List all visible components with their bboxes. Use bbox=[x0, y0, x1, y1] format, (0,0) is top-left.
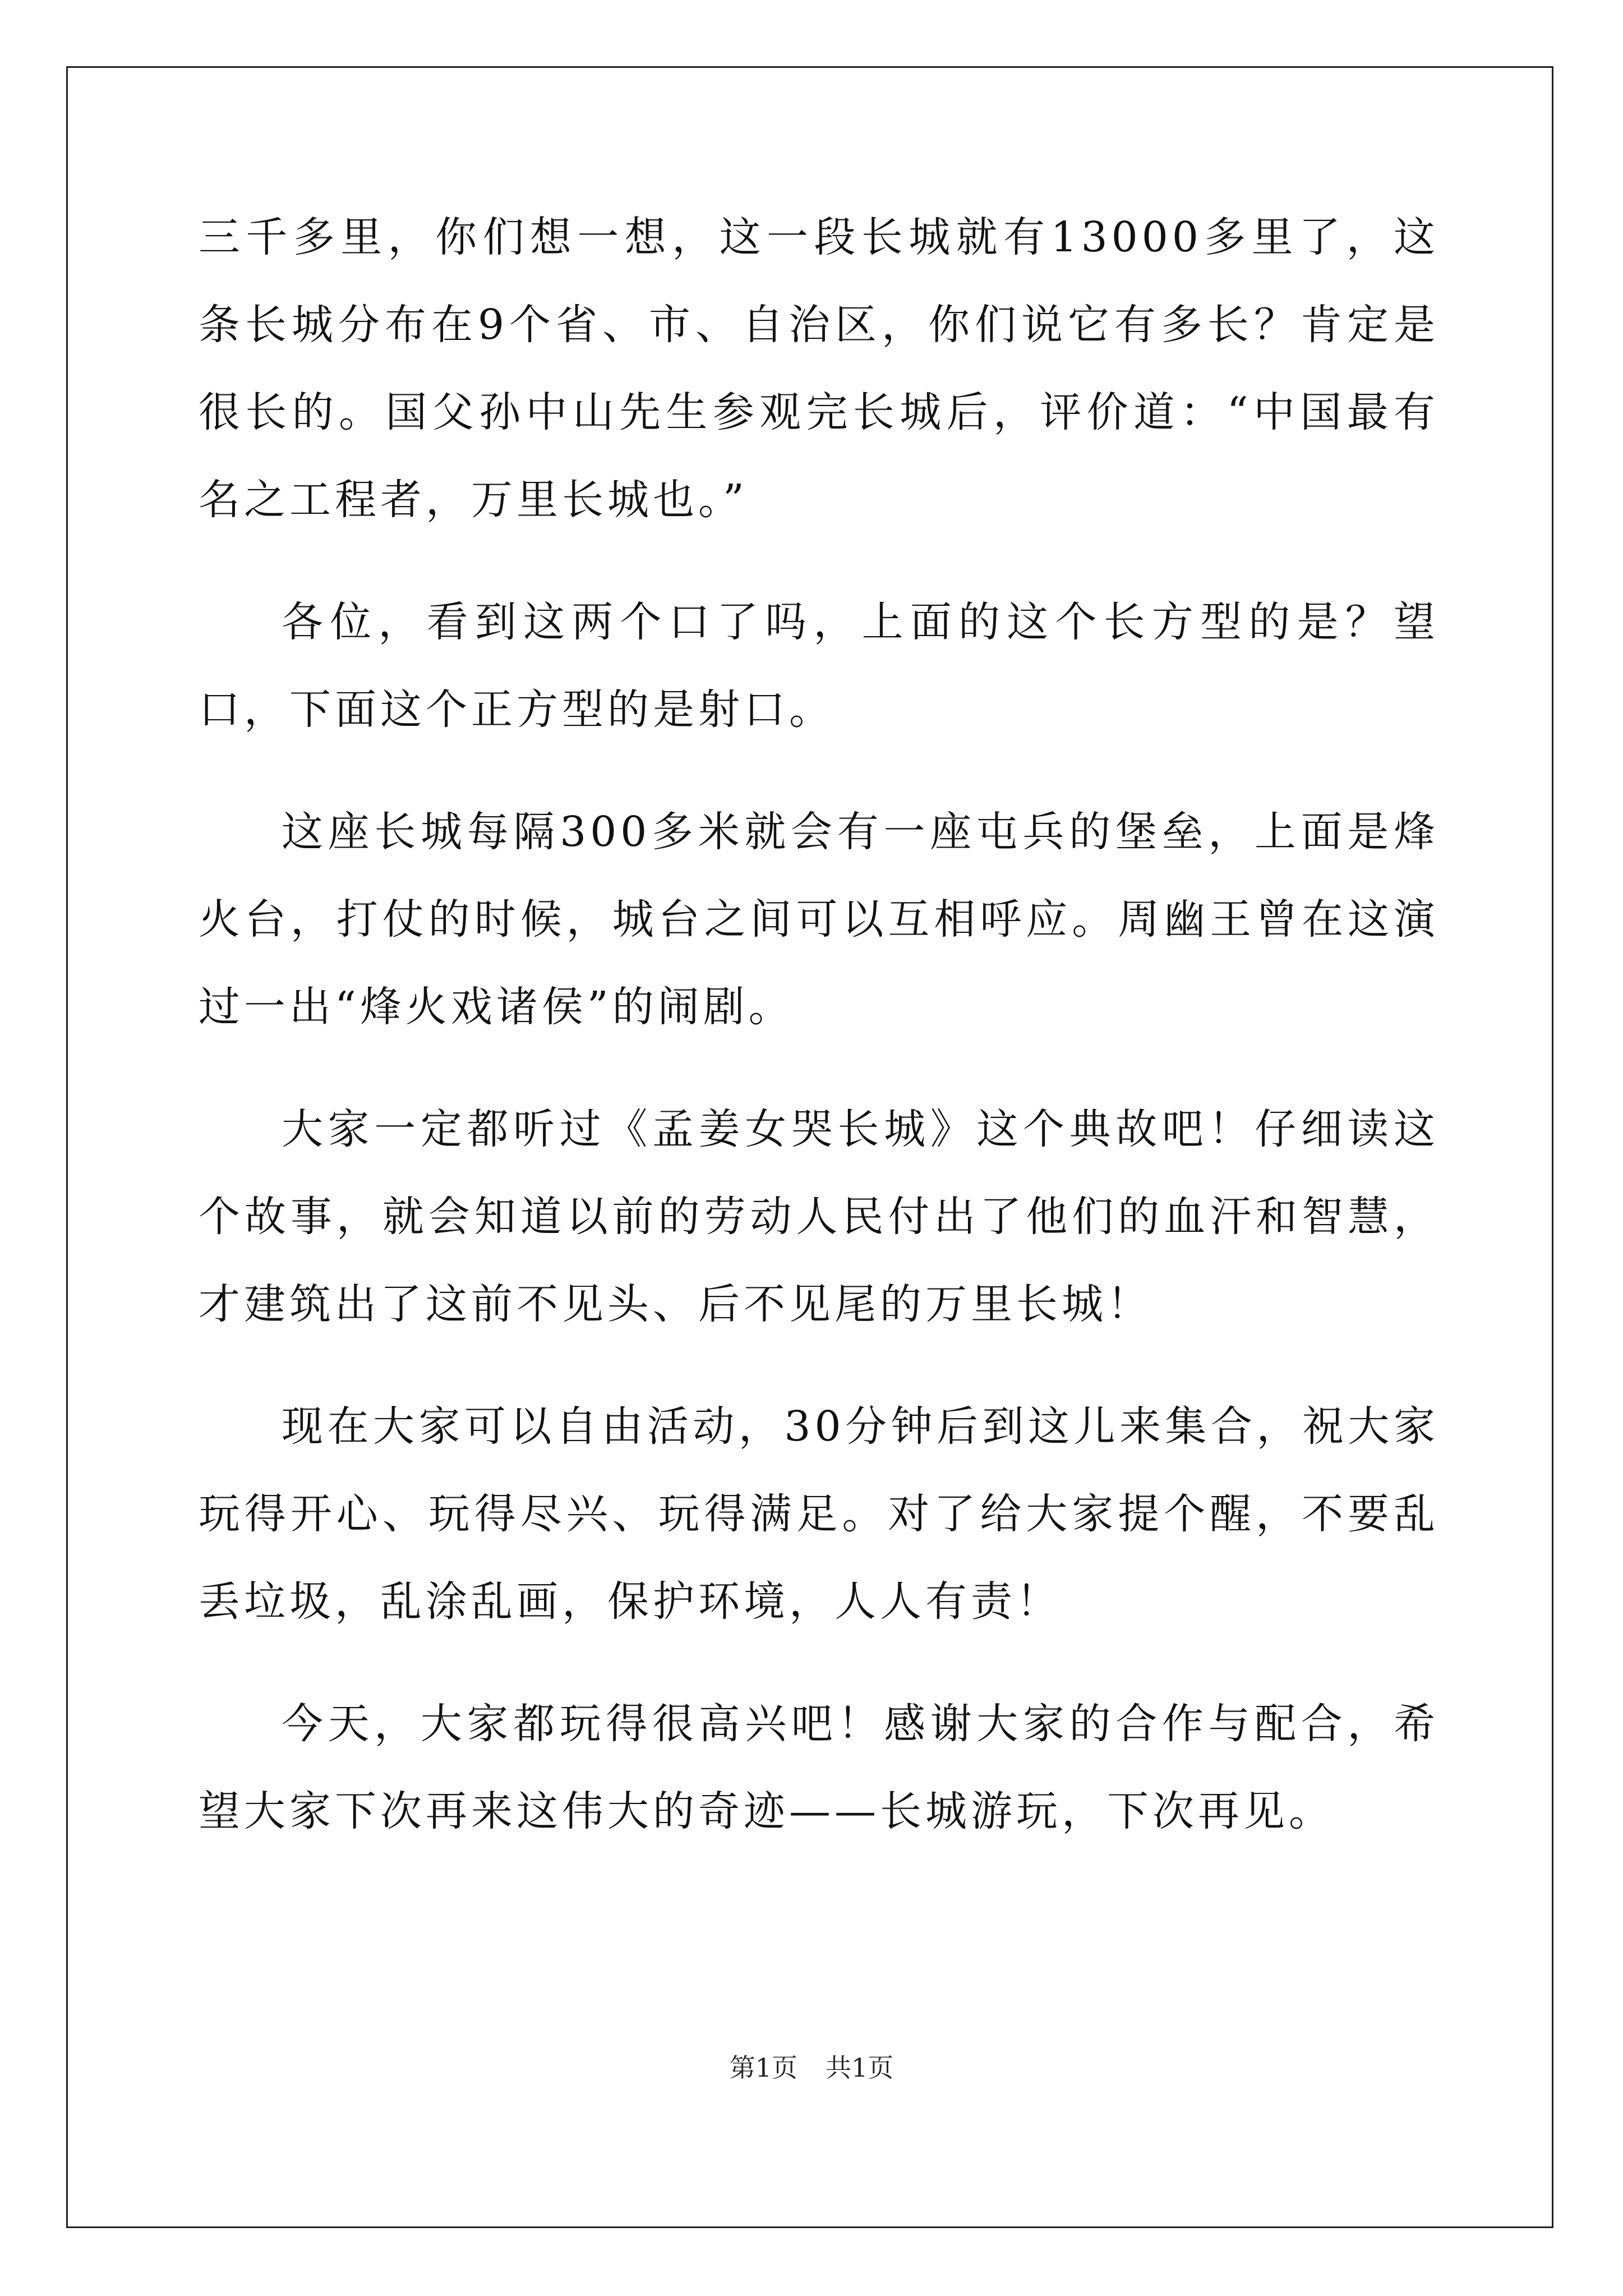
paragraph: 现在大家可以自由活动，30分钟后到这儿来集合，祝大家玩得开心、玩得尽兴、玩得满足。对了给大家提个醒，不要乱丢垃圾，乱涂乱画，保护环境，人人有责！ bbox=[199, 1402, 1439, 1626]
page-total: 共1页 bbox=[826, 2053, 894, 2083]
paragraph: 今天，大家都玩得很高兴吧！感谢大家的合作与配合，希望大家下次再来这伟大的奇迹——长城游玩，下次再见。 bbox=[199, 1700, 1439, 1835]
paragraph: 各位，看到这两个口了吗，上面的这个长方型的是？望口，下面这个正方型的是射口。 bbox=[199, 598, 1439, 734]
document-body bbox=[199, 194, 1439, 1855]
page-number: 第1页 bbox=[729, 2053, 797, 2083]
paragraph: 大家一定都听过《孟姜女哭长城》这个典故吧！仔细读这个故事，就会知道以前的劳动人民付出了他们的血汗和智慧，才建筑出了这前不见头、后不见尾的万里长城！ bbox=[199, 1105, 1439, 1328]
page-footer bbox=[0, 2051, 1623, 2085]
paragraph: 这座长城每隔300多米就会有一座屯兵的堡垒，上面是烽火台，打仗的时候，城台之间可以互相呼应。周幽王曾在这演过一出“烽火戏诸侯”的闹剧。 bbox=[199, 808, 1439, 1031]
paragraph: 三千多里，你们想一想，这一段长城就有13000多里了，这条长城分布在9个省、市、自治区，你们说它有多长？肯定是很长的。国父孙中山先生参观完长城后，评价道：“中国最有名之工程者，万里长城也。” bbox=[199, 213, 1439, 524]
